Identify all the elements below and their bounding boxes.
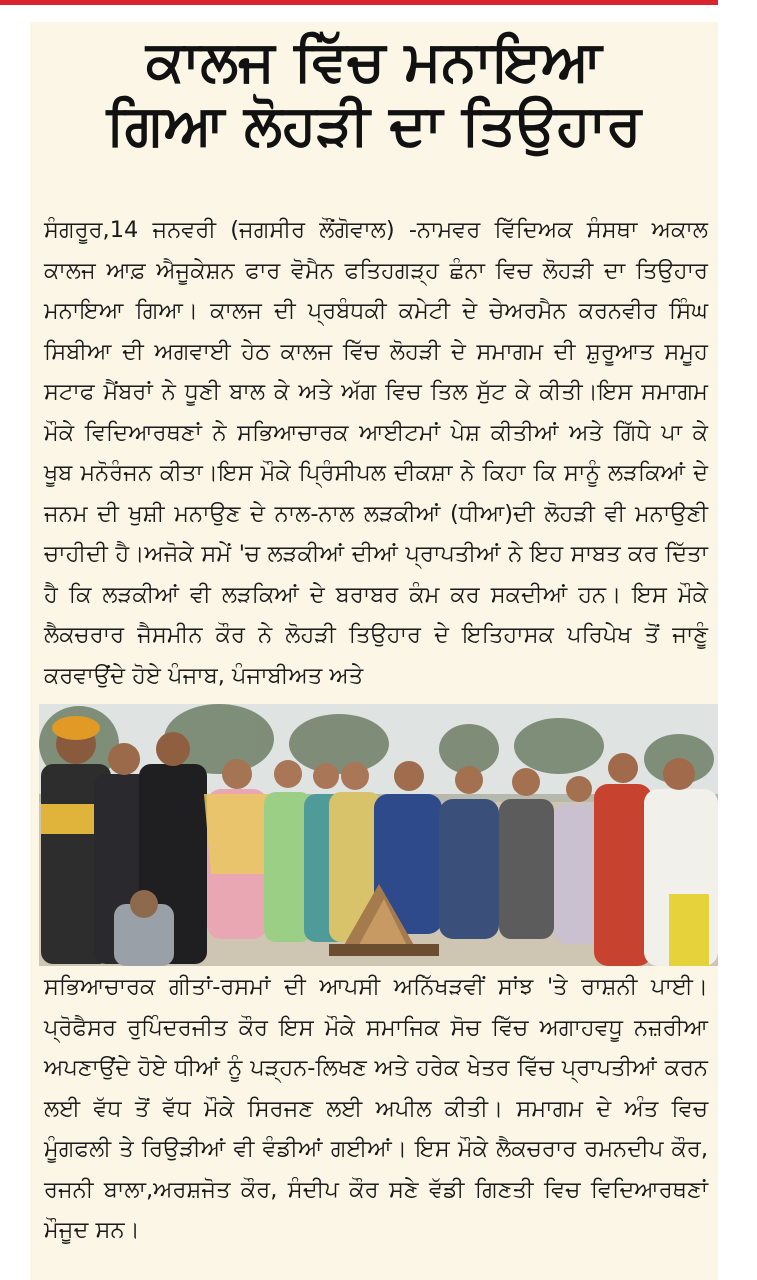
newspaper-clipping (30, 22, 718, 1280)
headline (30, 30, 718, 158)
article-paragraph-1: ਸੰਗਰੂਰ,14 ਜਨਵਰੀ (ਜਗਸੀਰ ਲੌਂਗੋਵਾਲ) -ਨਾਮਵਰ ਵਿੱਦਿਅਕ ਸੰਸਥਾ ਅਕਾਲ ਕਾਲਜ ਆਫ਼ ਐਜੂਕੇਸ਼ਨ ਫਾਰ ਵੋਮੈਨ ਫਤਿਹਗੜ੍ਹ ਛੰਨਾ ਵਿਚ ਲੋਹੜੀ ਦਾ ਤਿਉਹਾਰ ਮਨਾਇਆ ਗਿਆ। ਕਾਲਜ ਦੀ ਪ੍ਰਬੰਧਕੀ ਕਮੇਟੀ ਦੇ ਚੇਅਰਮੈਨ ਕਰਨਵੀਰ ਸਿੰਘ ਸਿਬੀਆ ਦੀ ਅਗਵਾਈ ਹੇਠ ਕਾਲਜ ਵਿੱਚ ਲੋਹੜੀ ਦੇ ਸਮਾਗਮ ਦੀ ਸ਼ੁਰੂਆਤ ਸਮੂਹ ਸਟਾਫ ਮੈਂਬਰਾਂ ਨੇ ਧੂਣੀ ਬਾਲ ਕੇ ਅਤੇ ਅੱਗ ਵਿਚ ਤਿਲ ਸੁੱਟ ਕੇ ਕੀਤੀ।ਇਸ ਸਮਾਗਮ ਮੌਕੇ ਵਿਦਿਆਰਥਣਾਂ ਨੇ ਸਭਿਆਚਾਰਕ ਆਈਟਮਾਂ ਪੇਸ਼ ਕੀਤੀਆਂ ਅਤੇ ਗਿੱਧੇ ਪਾ ਕੇ ਖੂਬ ਮਨੋਰੰਜਨ ਕੀਤਾ।ਇਸ ਮੌਕੇ ਪ੍ਰਿੰਸੀਪਲ ਦੀਕਸ਼ਾ ਨੇ ਕਿਹਾ ਕਿ ਸਾਨੂੰ ਲੜਕਿਆਂ ਦੇ ਜਨਮ ਦੀ ਖੁਸ਼ੀ ਮਨਾਉਣ ਦੇ ਨਾਲ-ਨਾਲ ਲੜਕੀਆਂ (ਧੀਆ)ਦੀ ਲੋਹੜੀ ਵੀ ਮਨਾਉਣੀ ਚਾਹੀਦੀ ਹੈ।ਅਜੋਕੇ ਸਮੇਂ 'ਚ ਲੜਕੀਆਂ ਦੀਆਂ ਪ੍ਰਾਪਤੀਆਂ ਨੇ ਇਹ ਸਾਬਤ ਕਰ ਦਿੱਤਾ ਹੈ ਕਿ ਲੜਕੀਆਂ ਵੀ ਲੜਕਿਆਂ ਦੇ ਬਰਾਬਰ ਕੰਮ ਕਰ ਸਕਦੀਆਂ ਹਨ। ਇਸ ਮੌਕੇ ਲੈਕਚਰਾਰ ਜੈਸਮੀਨ ਕੌਰ ਨੇ ਲੋਹੜੀ ਤਿਉਹਾਰ ਦੇ ਇਤਿਹਾਸਕ ਪਰਿਪੇਖ ਤੋਂ ਜਾਣੂੰ ਕਰਵਾਉਂਦੇ ਹੋਏ ਪੰਜਾਬ, ਪੰਜਾਬੀਅਤ ਅਤੇ (44, 217, 708, 689)
headline-line-1: ਕਾਲਜ ਵਿੱਚ ਮਨਾਇਆ (146, 29, 602, 94)
event-photo (39, 704, 718, 966)
headline-line-2: ਗਿਆ ਲੋਹੜੀ ਦਾ ਤਿਉਹਾਰ (106, 93, 642, 158)
article-paragraph-2: ਸਭਿਆਚਾਰਕ ਗੀਤਾਂ-ਰਸਮਾਂ ਦੀ ਆਪਸੀ ਅਨਿੱਖੜਵੀਂ ਸਾਂਝ 'ਤੇ ਰਾਸ਼ਨੀ ਪਾਈ। ਪ੍ਰੋਫੈਸਰ ਰੁਪਿੰਦਰਜੀਤ ਕੌਰ ਇਸ ਮੌਕੇ ਸਮਾਜਿਕ ਸੋਚ ਵਿੱਚ ਅਗਾਹਵਧੂ ਨਜ਼ਰੀਆ ਅਪਣਾਉਂਦੇ ਹੋਏ ਧੀਆਂ ਨੂੰ ਪੜ੍ਹਨ-ਲਿਖਣ ਅਤੇ ਹਰੇਕ ਖੇਤਰ ਵਿੱਚ ਪ੍ਰਾਪਤੀਆਂ ਕਰਨ ਲਈ ਵੱਧ ਤੋਂ ਵੱਧ ਮੌਕੇ ਸਿਰਜਣ ਲਈ ਅਪੀਲ ਕੀਤੀ। ਸਮਾਗਮ ਦੇ ਅੰਤ ਵਿਚ ਮੂੰਗਫਲੀ ਤੇ ਰਿਉੜੀਆਂ ਵੀ ਵੰਡੀਆਂ ਗਈਆਂ। ਇਸ ਮੌਕੇ ਲੈਕਚਰਾਰ ਰਮਨਦੀਪ ਕੌਰ, ਰਜਨੀ ਬਾਲਾ,ਅਰਸ਼ਜੋਤ ਕੌਰ, ਸੰਦੀਪ ਕੌਰ ਸਣੇ ਵੱਡੀ ਗਿਣਤੀ ਵਿਚ ਵਿਦਿਆਰਥਣਾਂ ਮੌਜੂਦ ਸਨ। (44, 974, 708, 1243)
top-accent-bar (0, 0, 718, 5)
